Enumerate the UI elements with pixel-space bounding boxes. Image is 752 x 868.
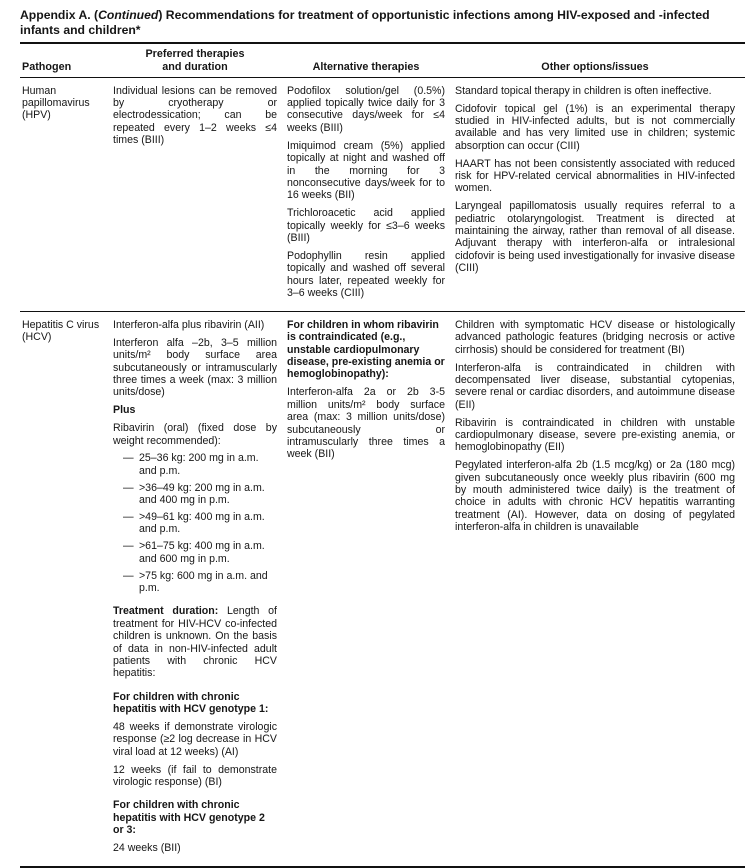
plus-label: Plus [113, 404, 136, 417]
table-title [20, 8, 745, 38]
genotype1-heading: For children with chronic hepatitis with HCV genotype 1: [113, 690, 269, 716]
title-prefix: Appendix A. ( [20, 8, 99, 22]
treatment-duration-rest: Length of treatment for HIV-HCV co-infected children is unknown. On the basis of data in non-HIV-infected adult patients with chronic HCV hepatitis: [113, 605, 277, 680]
header-pathogen: Pathogen [22, 60, 72, 73]
cell-hcv-alternative [287, 319, 455, 860]
header-alternative-therapies: Alternative therapies [312, 60, 420, 73]
paragraph: Standard topical therapy in children is often ineffective. [455, 84, 712, 97]
title-rest: ) Recommendations for treatment of opportunistic infections among HIV-exposed and -infected infants and children* [20, 8, 710, 37]
dash-glyph: — [123, 452, 134, 465]
table-row-hpv [22, 78, 745, 311]
dose-text: >61–75 kg: 400 mg in a.m. and 600 mg in p.m. [139, 540, 265, 565]
dash-glyph: — [123, 510, 134, 523]
dose-list-item [123, 540, 277, 565]
paragraph: Children with symptomatic HCV disease or histologically advanced pathologic features (bridging necrosis or active cirrhosis) should be considered for treatment (BI) [455, 318, 735, 356]
cell-hpv-pathogen [22, 85, 113, 305]
paragraph: HAART has not been consistently associated with reduced risk for HPV-related cervical abnormalities in HIV-infected women. [455, 157, 735, 195]
title-continued-label: Continued [98, 8, 159, 22]
table-row-hcv [22, 312, 745, 866]
cell-hpv-other [455, 85, 745, 305]
dose-text: >75 kg: 600 mg in a.m. and p.m. [139, 569, 268, 594]
paragraph: Podofilox solution/gel (0.5%) applied topically twice daily for 3 consecutive days/week for ≤4 weeks (BIII) [287, 84, 445, 134]
dose-list [123, 452, 277, 594]
pathogen-name: Hepatitis C virus (HCV) [22, 318, 100, 344]
header-preferred-line2: and duration [162, 60, 228, 73]
paragraph: Interferon-alfa 2a or 2b 3-5 million units/m² body surface area (max: 3 million units/dose) subcutaneously or intramuscularly three times a week (BII) [287, 386, 445, 461]
dash-glyph: — [123, 481, 134, 494]
paragraph: Laryngeal papillomatosis usually requires referral to a pediatric otolaryngologist. Treatment is directed at maintaining the airway, rather than removal of all disease. Adjuvant therapy with interferon-alfa or intralesional cidofovir is being used investigationally for invasive disease (CIII) [455, 200, 735, 275]
header-preferred-therapies [113, 48, 287, 74]
treatment-duration-paragraph [113, 605, 277, 679]
dash-glyph: — [123, 540, 134, 553]
dose-text: >36–49 kg: 200 mg in a.m. and 400 mg in p.m. [139, 481, 265, 507]
paragraph: Interferon alfa –2b, 3–5 million units/m² body surface area subcutaneously or intramuscularly three times a week (max: 3 million units/dose) [113, 336, 277, 399]
cell-hpv-preferred [113, 85, 287, 305]
dose-text: >49–61 kg: 400 mg in a.m. and p.m. [139, 510, 265, 536]
paragraph: Cidofovir topical gel (1%) is an experimental therapy studied in HIV-infected adults, but is not commercially available and has very limited use in children; systemic absorption can occur (CIII) [455, 102, 735, 152]
dose-list-item [123, 570, 277, 595]
genotype23-heading: For children with chronic hepatitis with HCV genotype 2 or 3: [113, 799, 265, 837]
dose-list-item [123, 482, 277, 507]
dose-text: 25–36 kg: 200 mg in a.m. and p.m. [139, 452, 259, 477]
paragraph: 48 weeks if demonstrate virologic response (≥2 log decrease in HCV viral load at 12 weeks) (AI) [113, 720, 277, 758]
cell-hcv-preferred [113, 319, 287, 860]
paragraph: Ribavirin (oral) (fixed dose by weight recommended): [113, 422, 277, 447]
treatment-duration-lead: Treatment duration: [113, 605, 219, 618]
ribavirin-contraindicated-heading: For children in whom ribavirin is contraindicated (e.g., unstable cardiopulmonary disease, pre-existing anemia or hemoglobinopathy): [287, 318, 445, 381]
dash-glyph: — [123, 569, 134, 582]
cell-hpv-alternative [287, 85, 455, 305]
paragraph: 24 weeks (BII) [113, 842, 181, 855]
pathogen-name: Human papillomavirus (HPV) [22, 84, 90, 122]
paragraph: Interferon-alfa is contraindicated in children with decompensated liver disease, substantial cytopenias, severe renal or cardiac disorders, and autoimmune disease (EII) [455, 361, 735, 411]
cell-hcv-pathogen [22, 319, 113, 860]
paragraph: Pegylated interferon-alfa 2b (1.5 mcg/kg) or 2a (180 mcg) given subcutaneously once weekly plus ribavirin (600 mg by mouth administered twice daily) is the treatment of choice in adults with chronic HCV hepatitis warranting treatment (AI). However, data on dosing of pegylated interferon-alfa in children is unavailable [455, 459, 735, 534]
dose-list-item [123, 452, 277, 477]
paragraph: 12 weeks (if fail to demonstrate virologic response) (BI) [113, 763, 277, 789]
paragraph: Individual lesions can be removed by cryotherapy or electrodessication; can be repeated every 1–2 weeks ≤4 times (BIII) [113, 84, 277, 147]
cell-hcv-other [455, 319, 745, 860]
paragraph: Ribavirin is contraindicated in children with unstable cardiopulmonary disease, severe pre-existing anemia, or hemoglobinopathy (EII) [455, 416, 735, 454]
paragraph: Imiquimod cream (5%) applied topically at night and washed off in the morning for 3 nonconsecutive days/week for to 16 weeks (BII) [287, 139, 445, 202]
paragraph: Trichloroacetic acid applied topically weekly for ≤3–6 weeks (BIII) [287, 207, 445, 244]
header-preferred-line1: Preferred therapies [145, 47, 245, 60]
table-header-row [22, 44, 745, 77]
dose-list-item [123, 511, 277, 536]
paragraph: Interferon-alfa plus ribavirin (AII) [113, 318, 265, 331]
header-other-options: Other options/issues [541, 60, 649, 73]
paragraph: Podophyllin resin applied topically and washed off several hours later, repeated weekly for 3–6 weeks (CIII) [287, 249, 445, 300]
